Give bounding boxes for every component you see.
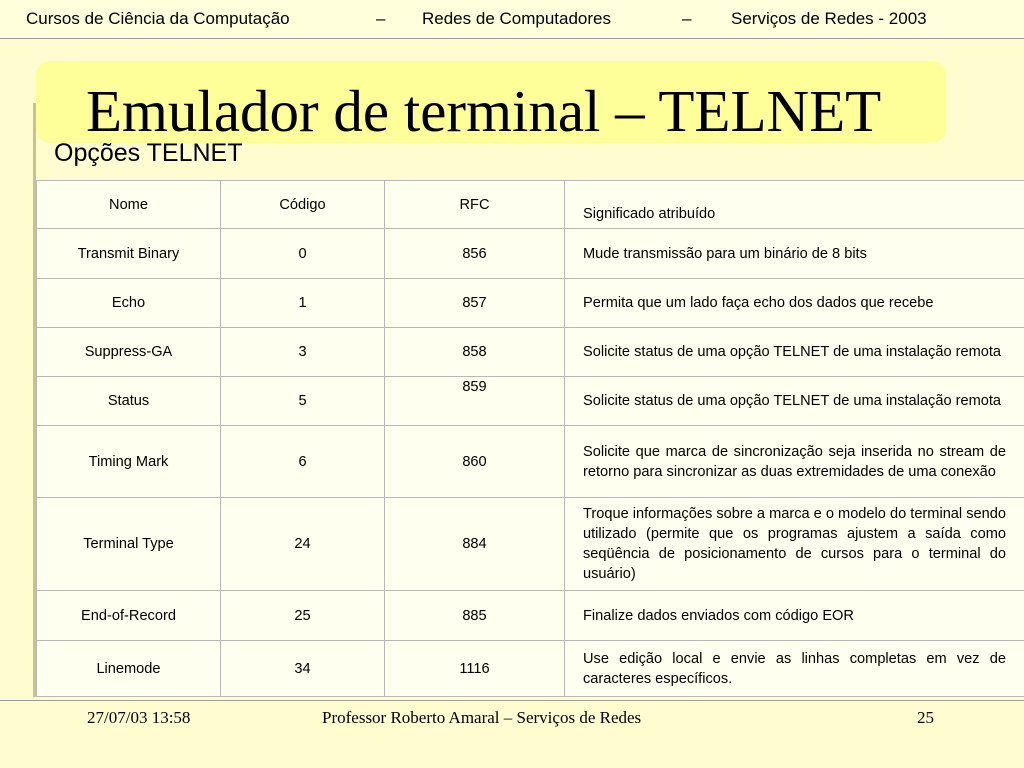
table-header-row	[37, 181, 1024, 229]
cell-name: Timing Mark	[37, 426, 221, 498]
header-subject: Redes de Computadores	[422, 9, 612, 28]
table-row	[37, 641, 1024, 697]
cell-meaning: Mude transmissão para um binário de 8 bits	[565, 229, 1024, 279]
header-course: Cursos de Ciência da Computação	[26, 9, 290, 28]
cell-code: 24	[221, 498, 385, 591]
header-separator: –	[682, 9, 692, 28]
cell-rfc: 857	[385, 279, 565, 328]
telnet-options-table	[36, 180, 1024, 697]
table-row	[37, 591, 1024, 641]
footer-datetime: 27/07/03 13:58	[87, 708, 191, 727]
slide-subtitle: Opções TELNET	[54, 139, 243, 167]
cell-meaning: Use edição local e envie as linhas completas em vez de caracteres específicos.	[565, 641, 1024, 697]
cell-meaning: Solicite que marca de sincronização seja inserida no stream de retorno para sincronizar as duas extremidades de uma conexão	[565, 426, 1024, 498]
header-code: Código	[221, 181, 385, 229]
cell-name: Echo	[37, 279, 221, 328]
cell-code: 0	[221, 229, 385, 279]
slide-title: Emulador de terminal – TELNET	[86, 78, 882, 144]
header-separator: –	[376, 9, 386, 28]
cell-meaning: Solicite status de uma opção TELNET de uma instalação remota	[565, 328, 1024, 377]
cell-name: Status	[37, 377, 221, 426]
table-row	[37, 328, 1024, 377]
cell-meaning: Solicite status de uma opção TELNET de uma instalação remota	[565, 377, 1024, 426]
footer-author: Professor Roberto Amaral – Serviços de Redes	[322, 708, 642, 727]
cell-name: Suppress-GA	[37, 328, 221, 377]
table-row	[37, 377, 1024, 426]
cell-name: Terminal Type	[37, 498, 221, 591]
cell-meaning: Permita que um lado faça echo dos dados que recebe	[565, 279, 1024, 328]
footer-divider	[0, 700, 1024, 701]
cell-rfc: 859	[385, 377, 565, 426]
cell-rfc: 884	[385, 498, 565, 591]
header-name: Nome	[37, 181, 221, 229]
cell-code: 1	[221, 279, 385, 328]
header-meaning: Significado atribuído	[565, 181, 1024, 229]
page-number: 25	[917, 708, 934, 727]
cell-rfc: 860	[385, 426, 565, 498]
cell-name: Linemode	[37, 641, 221, 697]
slide-header	[0, 0, 1024, 39]
cell-code: 3	[221, 328, 385, 377]
cell-rfc: 856	[385, 229, 565, 279]
cell-meaning: Finalize dados enviados com código EOR	[565, 591, 1024, 641]
cell-code: 25	[221, 591, 385, 641]
table-row	[37, 426, 1024, 498]
header-topic: Serviços de Redes - 2003	[731, 9, 927, 28]
table-row	[37, 498, 1024, 591]
cell-name: Transmit Binary	[37, 229, 221, 279]
cell-name: End-of-Record	[37, 591, 221, 641]
slide-footer	[0, 697, 1024, 768]
cell-code: 5	[221, 377, 385, 426]
cell-code: 6	[221, 426, 385, 498]
cell-rfc: 1116	[385, 641, 565, 697]
header-rfc: RFC	[385, 181, 565, 229]
table-row	[37, 279, 1024, 328]
cell-rfc: 858	[385, 328, 565, 377]
table-row	[37, 229, 1024, 279]
cell-meaning: Troque informações sobre a marca e o modelo do terminal sendo utilizado (permite que os programas ajustem a saída como seqüência de posicionamento de cursos para o terminal do usuário)	[565, 498, 1024, 591]
cell-rfc: 885	[385, 591, 565, 641]
cell-code: 34	[221, 641, 385, 697]
